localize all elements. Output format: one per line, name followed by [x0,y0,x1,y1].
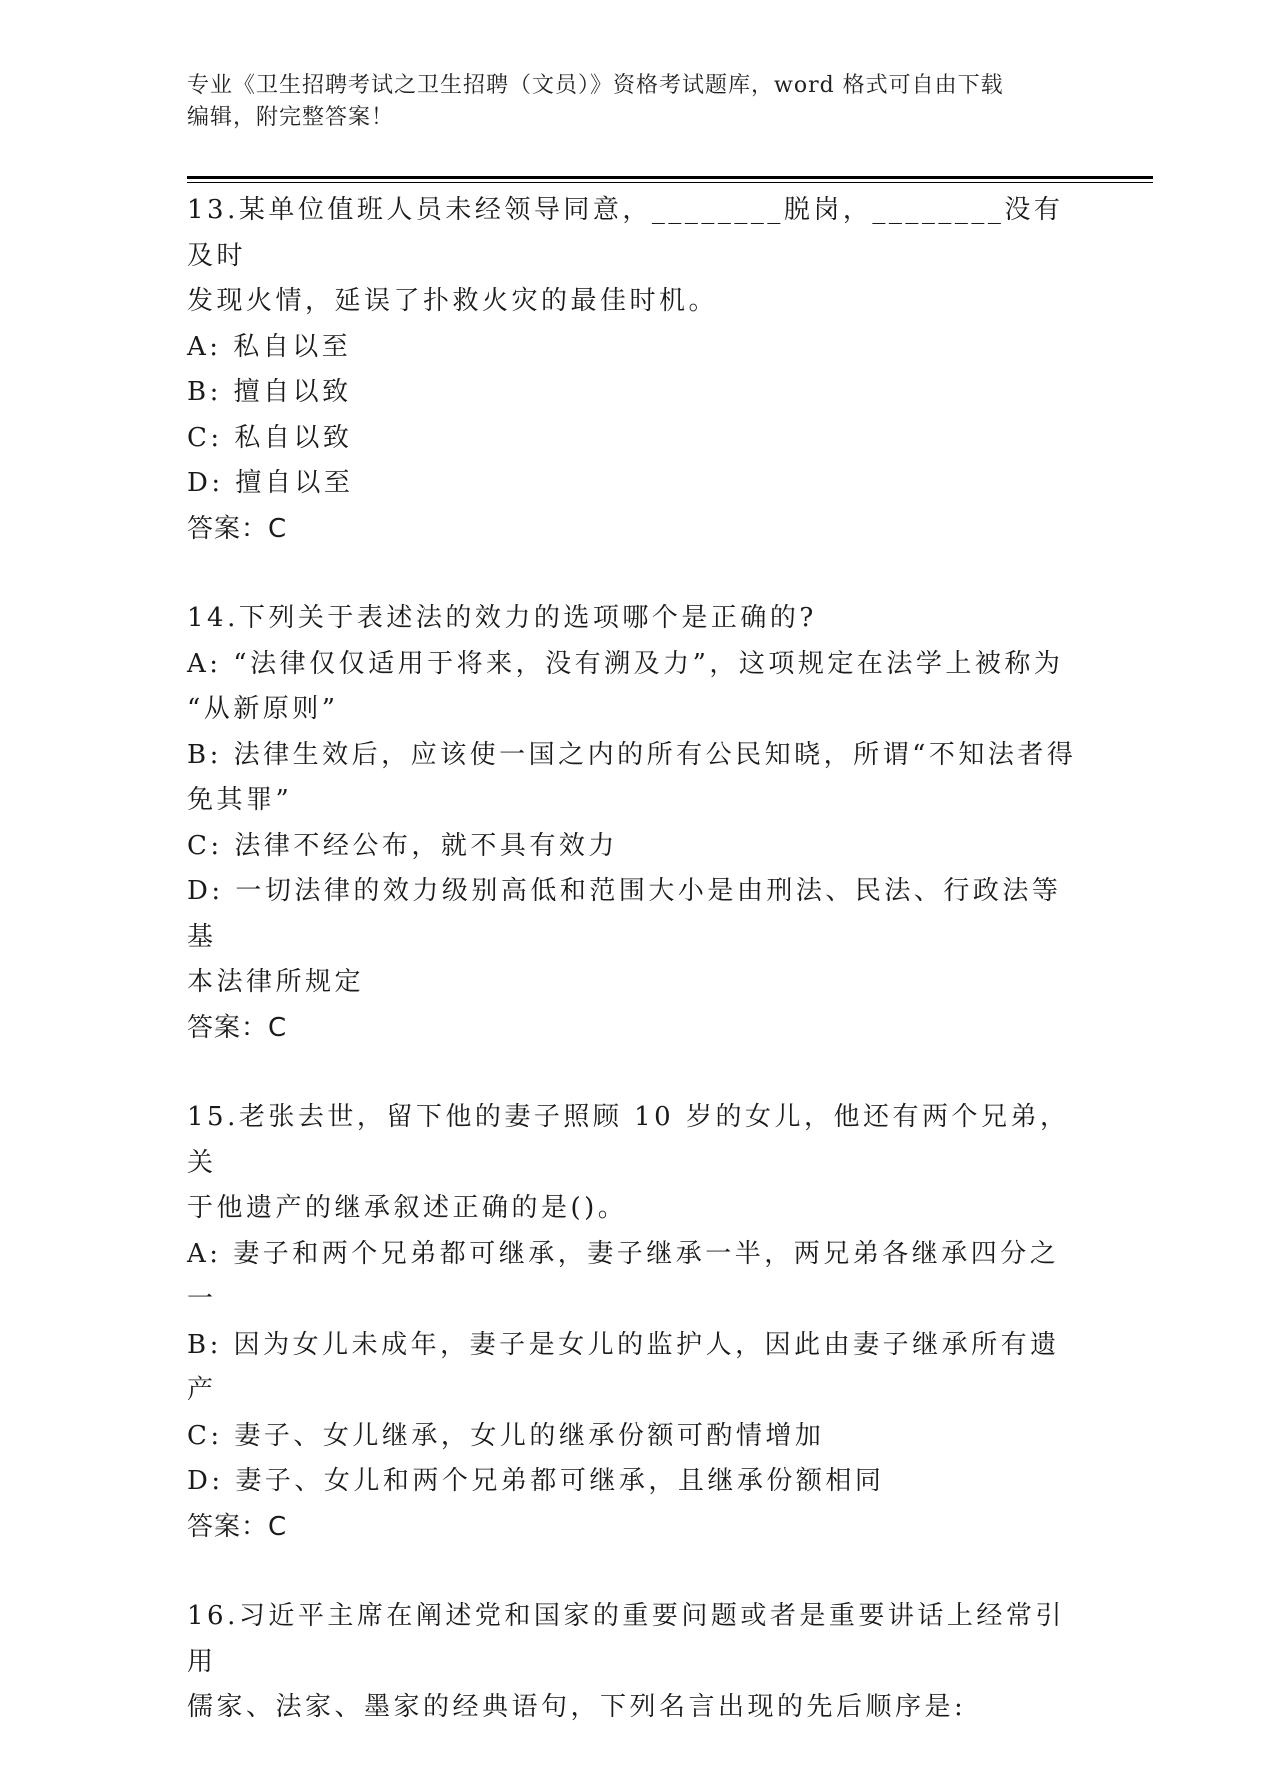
question-stem-line: 14.下列关于表述法的效力的选项哪个是正确的? [187,603,817,633]
question-stem-line: 发现火情，延误了扑救火灾的最佳时机。 [187,286,719,316]
question-block [187,596,1077,1051]
option-line: A: 私自以至 [187,331,352,362]
option-line: B: 擅自以致 [187,377,352,407]
question-stem-line: 于他遗产的继承叙述正确的是()。 [187,1193,628,1223]
option-line: C: 法律不经公布，就不具有效力 [187,830,618,861]
header-divider-thick [187,176,1153,179]
option-line: A: 妻子和两个兄弟都可继承，妻子继承一半，两兄弟各继承四分之一 [187,1238,1060,1314]
option-line: C: 妻子、女儿继承，女儿的继承份额可酌情增加 [187,1420,825,1451]
question-stem-line: 儒家、法家、墨家的经典语句，下列名言出现的先后顺序是: [187,1692,967,1722]
header-line-1: 专业《卫生招聘考试之卫生招聘（文员）》资格考试题库，word 格式可自由下载 [187,73,1004,98]
question-stem-line: 16.习近平主席在阐述党和国家的重要问题或者是重要讲话上经常引用 [187,1601,1065,1677]
document-header [187,70,1067,134]
option-line: 本法律所规定 [187,967,365,997]
option-line: A: “法律仅仅适用于将来，没有溯及力”，这项规定在法学上被称为 [187,648,1064,679]
header-divider-thin [187,182,1153,183]
answer-line: 答案：C [187,1012,288,1043]
answer-line: 答案：C [187,1511,288,1542]
option-line: 免其罪” [187,785,293,815]
option-line: D: 妻子、女儿和两个兄弟都可继承，且继承份额相同 [187,1466,885,1496]
option-line: B: 法律生效后，应该使一国之内的所有公民知晓，所谓“不知法者得 [187,739,1077,770]
option-line: “从新原则” [187,694,339,724]
option-line: B: 因为女儿未成年，妻子是女儿的监护人，因此由妻子继承所有遗产 [187,1329,1060,1405]
question-stem-line: 15.老张去世，留下他的妻子照顾 10 岁的女儿，他还有两个兄弟，关 [187,1102,1070,1178]
question-block [187,1594,1077,1731]
option-line: C: 私自以致 [187,422,353,453]
option-line: D: 一切法律的效力级别高低和范围大小是由刑法、民法、行政法等基 [187,876,1062,952]
question-block [187,188,1077,552]
question-stem-line: 13.某单位值班人员未经领导同意，________脱岗，________没有及时 [187,195,1064,271]
question-list [187,188,1077,1775]
answer-line: 答案：C [187,513,288,544]
header-line-2: 编辑，附完整答案！ [187,105,395,130]
question-block [187,1095,1077,1550]
option-line: D: 擅自以至 [187,468,354,498]
